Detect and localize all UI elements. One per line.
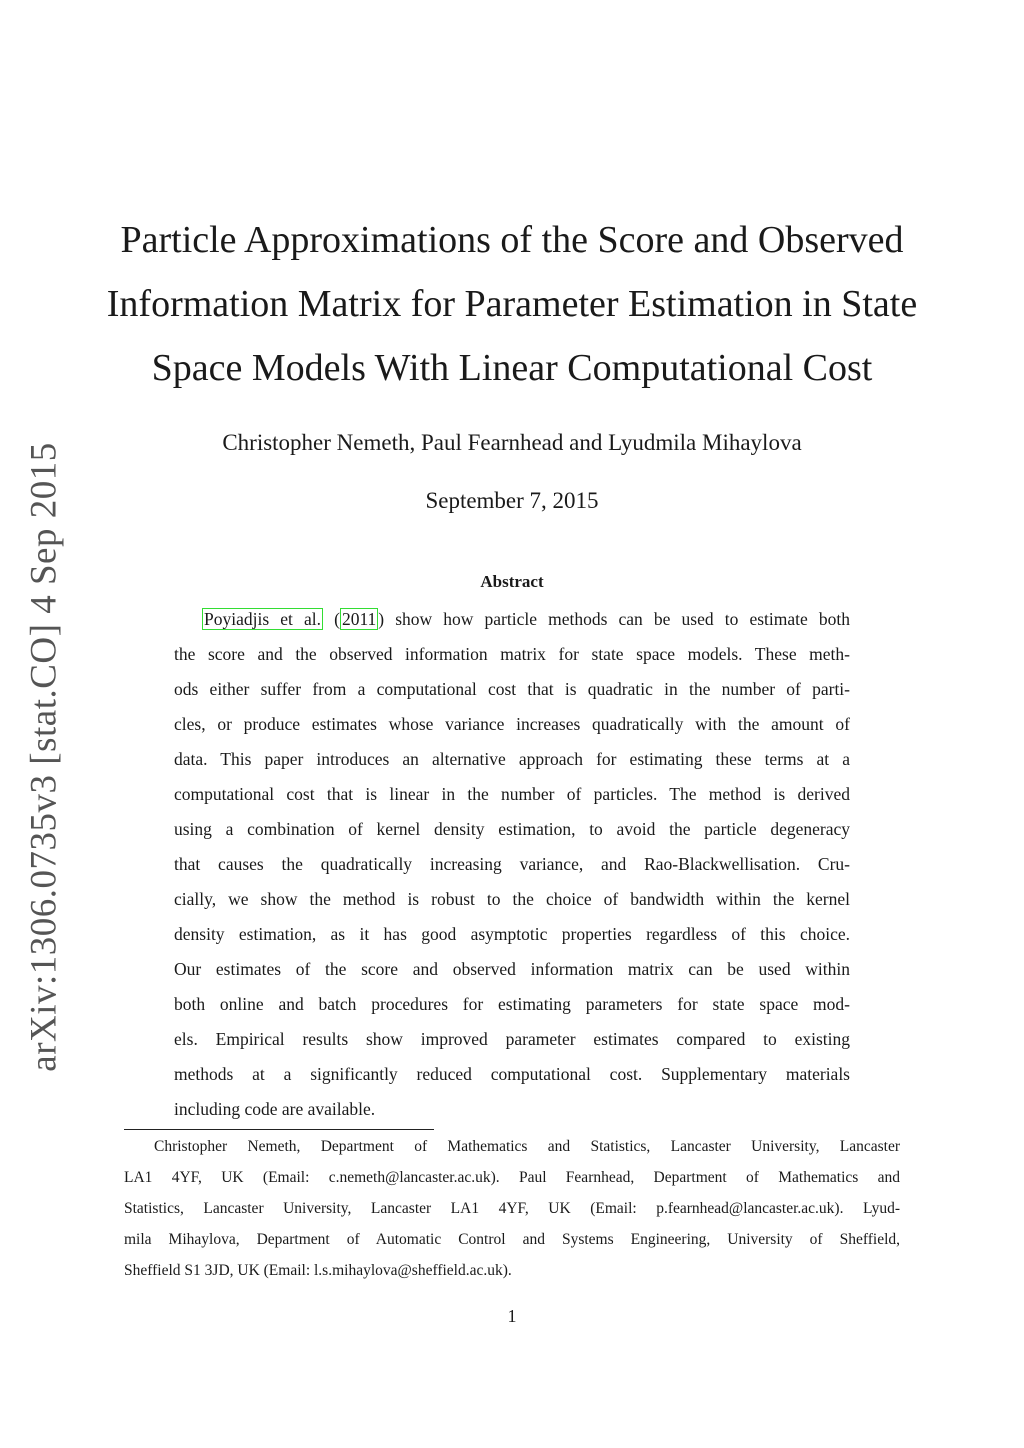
citation-open-paren: ( xyxy=(334,609,340,629)
footnote-divider xyxy=(124,1129,434,1130)
paper-title xyxy=(100,208,924,400)
abstract-line: that causes the quadratically increasing variance, and Rao-Blackwellisation. Cru- xyxy=(174,854,850,874)
abstract-heading: Abstract xyxy=(480,572,544,591)
abstract-line: the score and the observed information matrix for state space models. These meth- xyxy=(174,644,850,664)
abstract-line: computational cost that is linear in the number of particles. The method is derived xyxy=(174,784,850,804)
footnote-line: Sheffield S1 3JD, UK (Email: l.s.mihaylova@sheffield.ac.uk). xyxy=(124,1262,512,1279)
title-line-2: Information Matrix for Parameter Estimation in State xyxy=(106,283,918,325)
footnote-line: Statistics, Lancaster University, Lancaster LA1 4YF, UK (Email: p.fearnhead@lancaster.ac.uk). Lyud- xyxy=(124,1200,900,1217)
abstract-line: density estimation, as it has good asymptotic properties regardless of this choice. xyxy=(174,924,850,944)
abstract-line: ods either suffer from a computational cost that is quadratic in the number of parti- xyxy=(174,679,850,699)
title-line-3: Space Models With Linear Computational Cost xyxy=(151,347,873,389)
abstract-line: cles, or produce estimates whose variance increases quadratically with the amount of xyxy=(174,714,850,734)
abstract-line: els. Empirical results show improved parameter estimates compared to existing xyxy=(174,1029,850,1049)
abstract-line: cially, we show the method is robust to the choice of bandwidth within the kernel xyxy=(174,889,850,909)
abstract-line: including code are available. xyxy=(174,1099,376,1119)
citation-close-paren: ) xyxy=(378,609,385,629)
footnote-line: LA1 4YF, UK (Email: c.nemeth@lancaster.ac.uk). Paul Fearnhead, Department of Mathematics and xyxy=(124,1169,900,1186)
footnote-line: Christopher Nemeth, Department of Mathematics and Statistics, Lancaster University, Lancaster xyxy=(154,1138,900,1155)
citation-link-year[interactable]: 2011 xyxy=(341,609,377,629)
page-number: 1 xyxy=(507,1306,517,1326)
abstract-line-1-rest: show how particle methods can be used to estimate both xyxy=(384,609,850,629)
footnote-line: mila Mihaylova, Department of Automatic Control and Systems Engineering, University of Sheffield, xyxy=(124,1231,900,1248)
arxiv-stamp: arXiv:1306.0735v3 [stat.CO] 4 Sep 2015 xyxy=(23,442,65,1072)
abstract-line xyxy=(174,602,850,637)
abstract-line: methods at a significantly reduced computational cost. Supplementary materials xyxy=(174,1064,850,1084)
title-line-1: Particle Approximations of the Score and Observed xyxy=(120,219,904,261)
abstract-line: both online and batch procedures for estimating parameters for state space mod- xyxy=(174,994,850,1014)
author-list: Christopher Nemeth, Paul Fearnhead and Lyudmila Mihaylova xyxy=(222,430,802,455)
abstract-line: data. This paper introduces an alternative approach for estimating these terms at a xyxy=(174,749,850,769)
citation-link-authors[interactable]: Poyiadjis et al. xyxy=(204,609,321,629)
abstract-body xyxy=(174,602,850,1127)
abstract-line: using a combination of kernel density estimation, to avoid the particle degeneracy xyxy=(174,819,850,839)
author-affiliations-footnote xyxy=(124,1131,900,1286)
abstract-line: Our estimates of the score and observed information matrix can be used within xyxy=(174,959,850,979)
publication-date: September 7, 2015 xyxy=(425,488,599,513)
